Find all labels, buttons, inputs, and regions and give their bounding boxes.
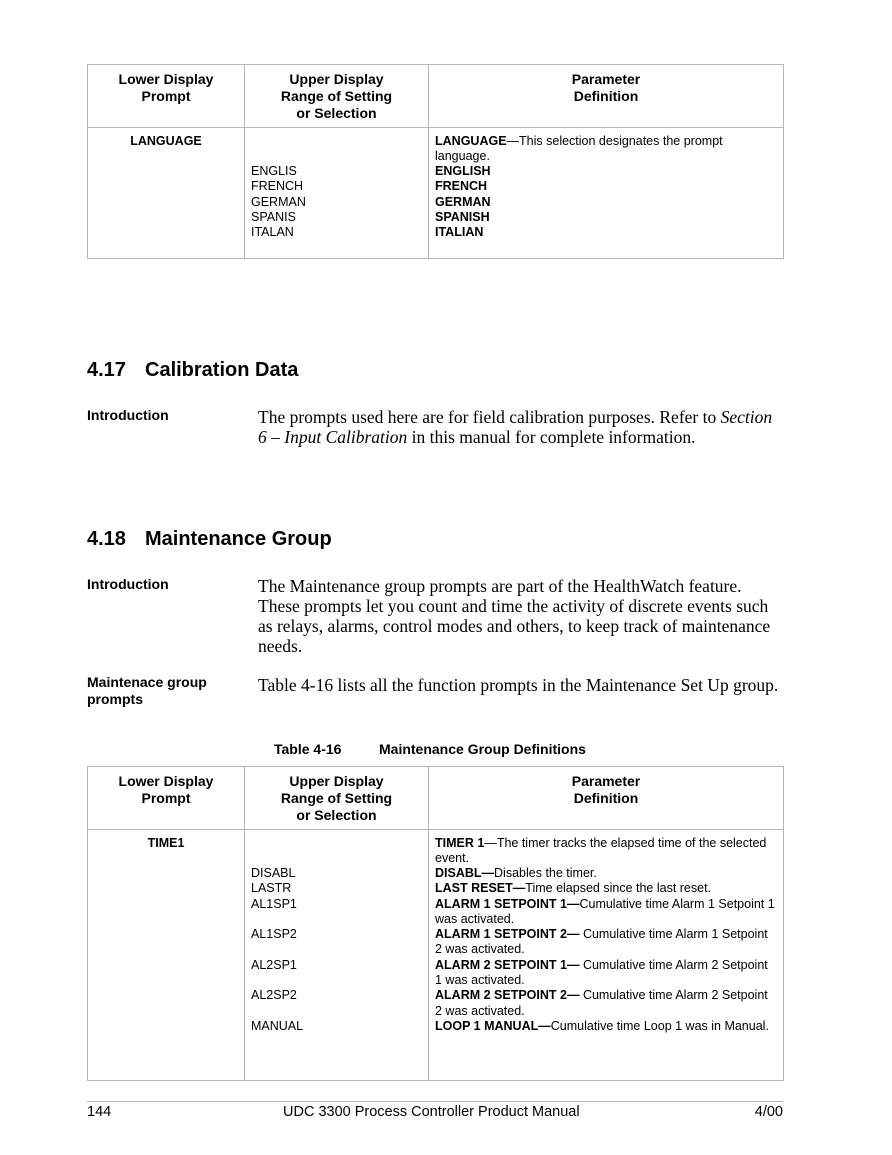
option-description: Disables the timer. bbox=[494, 866, 597, 880]
calibration-intro-text bbox=[258, 407, 783, 447]
header-line: Prompt bbox=[141, 88, 191, 104]
option-description: Cumulative time Alarm 1 Setpoint 2 was activated. bbox=[435, 927, 768, 957]
text-run: in this manual for complete information. bbox=[407, 427, 696, 447]
section-reference: Section 6 – Input Calibration bbox=[258, 407, 773, 447]
section-title: Maintenance Group bbox=[145, 528, 332, 550]
upper-display-cell bbox=[245, 128, 429, 259]
upper-display-cell bbox=[245, 830, 429, 1081]
option-name: ALARM 1 SETPOINT 1— bbox=[435, 896, 580, 911]
option-name: ALARM 2 SETPOINT 1— bbox=[435, 957, 583, 972]
lower-prompt-cell bbox=[88, 830, 245, 1081]
text-run: The prompts used here are for field calibration purposes. Refer to bbox=[258, 407, 721, 427]
option-code: LASTR bbox=[251, 881, 292, 896]
header-line: Lower Display bbox=[118, 71, 214, 87]
option-name: SPANISH bbox=[435, 209, 490, 224]
option-code: FRENCH bbox=[251, 179, 304, 194]
maintenance-intro-text: The Maintenance group prompts are part of the HealthWatch feature. These prompts let you count and time the activity of discrete events such as relays, alarms, control modes and others, to keep track of maintenance needs. bbox=[258, 576, 771, 656]
section-heading-4-18 bbox=[87, 528, 332, 551]
option-definition bbox=[435, 927, 777, 958]
lower-prompt: TIME1 bbox=[147, 836, 185, 850]
option-name: DISABL— bbox=[435, 866, 495, 880]
header-line: Lower Display bbox=[118, 773, 214, 789]
parameter-description bbox=[435, 134, 777, 164]
option-description: Cumulative time Alarm 2 Setpoint 1 was activated. bbox=[435, 957, 768, 988]
header-line: Range of Setting bbox=[280, 790, 393, 806]
header-upper-display bbox=[245, 767, 429, 830]
intro-label: Introduction bbox=[87, 407, 169, 423]
option-code: AL1SP1 bbox=[251, 896, 297, 911]
lower-prompt: LANGUAGE bbox=[130, 134, 202, 148]
header-parameter-definition bbox=[429, 767, 784, 830]
language-table bbox=[87, 64, 784, 259]
header-line: Definition bbox=[573, 88, 639, 104]
prompts-text: Table 4-16 lists all the function prompts in the Maintenance Set Up group. bbox=[258, 675, 779, 695]
definition-cell bbox=[429, 830, 784, 1081]
header-line: Upper Display bbox=[289, 71, 384, 87]
header-line: Prompt bbox=[141, 790, 191, 806]
parameter-name: TIMER 1 bbox=[435, 836, 485, 850]
parameter-description-text: —This selection designates the prompt language. bbox=[435, 134, 723, 164]
parameter-description-text: —The timer tracks the elapsed time of the selected event. bbox=[435, 836, 767, 866]
option-definition bbox=[435, 195, 777, 210]
option-name: FRENCH bbox=[435, 179, 488, 194]
option-name: ALARM 1 SETPOINT 2— bbox=[435, 927, 583, 942]
header-lower-display bbox=[88, 65, 245, 128]
option-code: AL2SP1 bbox=[251, 957, 297, 972]
table-caption bbox=[274, 741, 586, 757]
option-code: AL1SP2 bbox=[251, 927, 297, 942]
header-line: Upper Display bbox=[289, 773, 384, 789]
parameter-name: LANGUAGE bbox=[435, 134, 507, 148]
option-definition bbox=[435, 988, 777, 1019]
option-definition bbox=[435, 897, 777, 928]
option-definition bbox=[435, 210, 777, 225]
header-parameter-definition bbox=[429, 65, 784, 128]
option-code: ENGLIS bbox=[251, 164, 297, 178]
option-name: ALARM 2 SETPOINT 2— bbox=[435, 988, 583, 1003]
header-line: or Selection bbox=[296, 105, 377, 121]
option-code: SPANIS bbox=[251, 209, 296, 224]
option-name: LAST RESET— bbox=[435, 881, 526, 896]
option-name: GERMAN bbox=[435, 194, 491, 209]
section-number: 4.17 bbox=[87, 359, 126, 381]
option-code: MANUAL bbox=[251, 1018, 304, 1033]
option-definition bbox=[435, 225, 777, 240]
option-code: DISABL bbox=[251, 866, 296, 880]
maintenance-table bbox=[87, 766, 784, 1081]
prompts-label: Maintenace group prompts bbox=[87, 674, 207, 707]
footer-rule bbox=[87, 1101, 783, 1102]
option-name: ITALIAN bbox=[435, 225, 484, 240]
option-definition bbox=[435, 866, 777, 881]
option-definition bbox=[435, 958, 777, 989]
option-code: AL2SP2 bbox=[251, 988, 297, 1003]
option-name: LOOP 1 MANUAL— bbox=[435, 1018, 551, 1033]
option-definition bbox=[435, 1019, 777, 1034]
header-line: Range of Setting bbox=[280, 88, 393, 104]
section-heading-4-17 bbox=[87, 359, 298, 382]
lower-prompt-cell bbox=[88, 128, 245, 259]
header-line: Parameter bbox=[571, 71, 641, 87]
header-line: or Selection bbox=[296, 807, 377, 823]
section-number: 4.18 bbox=[87, 528, 126, 550]
option-definition bbox=[435, 179, 777, 194]
option-description: Cumulative time Alarm 2 Setpoint 2 was activated. bbox=[435, 988, 768, 1018]
header-lower-display bbox=[88, 767, 245, 830]
page-number: 144 bbox=[87, 1104, 112, 1120]
intro-label: Introduction bbox=[87, 576, 169, 592]
table-number: Table 4-16 bbox=[274, 741, 342, 757]
option-description: Cumulative time Alarm 1 Setpoint 1 was activated. bbox=[435, 896, 775, 926]
definition-cell bbox=[429, 128, 784, 259]
header-line: Definition bbox=[573, 790, 639, 806]
footer-title: UDC 3300 Process Controller Product Manual bbox=[283, 1104, 580, 1120]
option-definition bbox=[435, 164, 777, 179]
section-title: Calibration Data bbox=[145, 359, 299, 381]
footer-date: 4/00 bbox=[754, 1104, 783, 1120]
table-title: Maintenance Group Definitions bbox=[379, 741, 586, 757]
option-definition bbox=[435, 881, 777, 896]
parameter-description bbox=[435, 836, 777, 866]
option-name: ENGLISH bbox=[435, 164, 491, 178]
header-line: Parameter bbox=[571, 773, 641, 789]
header-upper-display bbox=[245, 65, 429, 128]
option-description: Cumulative time Loop 1 was in Manual. bbox=[550, 1018, 769, 1033]
option-description: Time elapsed since the last reset. bbox=[525, 881, 712, 896]
option-code: GERMAN bbox=[251, 194, 306, 209]
option-code: ITALAN bbox=[251, 225, 294, 240]
